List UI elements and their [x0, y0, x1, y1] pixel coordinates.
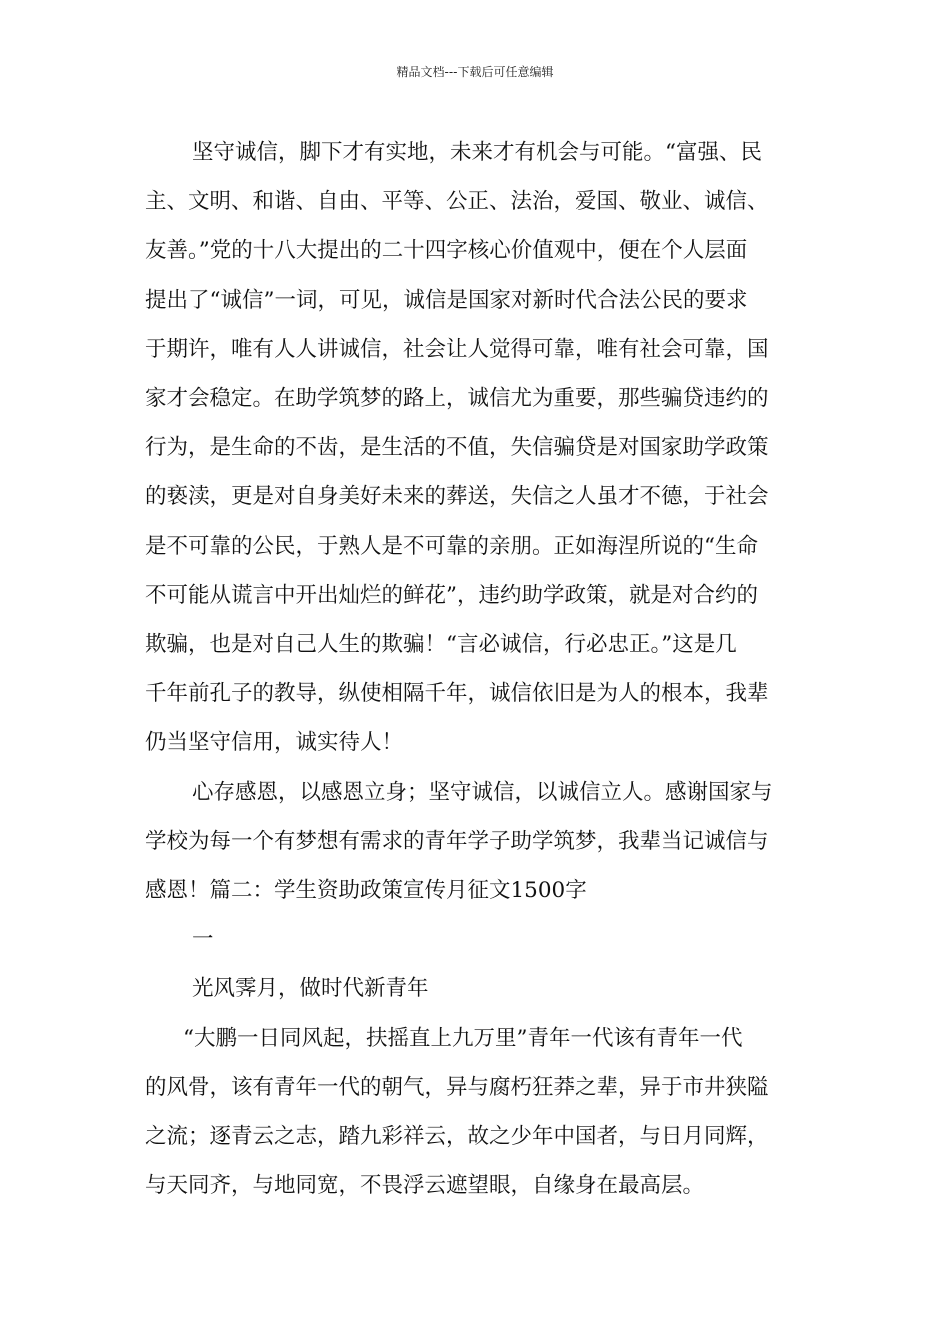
text-line: 千年前孔子的教导，纵使相隔千年，诚信依旧是为人的根本，我辈 [145, 681, 769, 707]
text-line: 行为，是生命的不齿，是生活的不值，失信骗贷是对国家助学政策 [145, 435, 769, 461]
text-line: 感恩！篇二：学生资助政策宣传月征文1500字 [145, 878, 587, 904]
text-line: 之流；逐青云之志，踏九彩祥云，故之少年中国者，与日月同辉， [145, 1124, 769, 1150]
text-line: 心存感恩，以感恩立身；坚守诚信，以诚信立人。感谢国家与 [192, 779, 773, 805]
text-line: 主、文明、和谐、自由、平等、公正、法治，爱国、敬业、诚信、 [145, 189, 769, 215]
text-line: 坚守诚信，脚下才有实地，未来才有机会与可能。“富强、民 [192, 140, 762, 165]
text-line: 学校为每一个有梦想有需求的青年学子助学筑梦，我辈当记诚信与 [145, 828, 769, 854]
text-line: 与天同齐，与地同宽，不畏浮云遮望眼，自缘身在最高层。 [145, 1173, 705, 1199]
document-body [145, 128, 810, 1210]
text-line: 仍当坚守信用，诚实待人！ [145, 730, 404, 756]
paragraph [145, 1014, 810, 1211]
text-line: 不可能从谎言中开出灿烂的鲜花”，违约助学政策，就是对合约的 [145, 582, 758, 608]
text-line: 于期许，唯有人人讲诚信，社会让人觉得可靠，唯有社会可靠，国 [145, 336, 769, 362]
paragraph [145, 768, 810, 916]
text-line: 光风霁月，做时代新青年 [192, 976, 429, 1002]
section-number [145, 915, 810, 964]
essay-title [145, 964, 810, 1013]
text-line: 一 [192, 927, 214, 953]
text-line: 是不可靠的公民，于熟人是不可靠的亲朋。正如海涅所说的“生命 [145, 533, 758, 559]
text-line: 提出了“诚信”一词，可见，诚信是国家对新时代合法公民的要求 [145, 287, 748, 313]
text-line: 的亵渎，更是对自身美好未来的葬送，失信之人虽才不德，于社会 [145, 484, 769, 510]
text-line: “大鹏一日同风起，扶摇直上九万里”青年一代该有青年一代 [183, 1025, 743, 1051]
paragraph [145, 128, 810, 768]
page-header: 精品文档---下载后可任意编辑 [396, 65, 554, 79]
text-line: 友善。”党的十八大提出的二十四字核心价值观中，便在个人层面 [145, 238, 748, 264]
text-line: 欺骗，也是对自己人生的欺骗！“言必诚信，行必忠正。”这是几 [145, 632, 737, 658]
text-line: 的风骨，该有青年一代的朝气，异与腐朽狂莽之辈，异于市井狭隘 [145, 1074, 769, 1100]
text-line: 家才会稳定。在助学筑梦的路上，诚信尤为重要，那些骗贷违约的 [145, 386, 769, 412]
